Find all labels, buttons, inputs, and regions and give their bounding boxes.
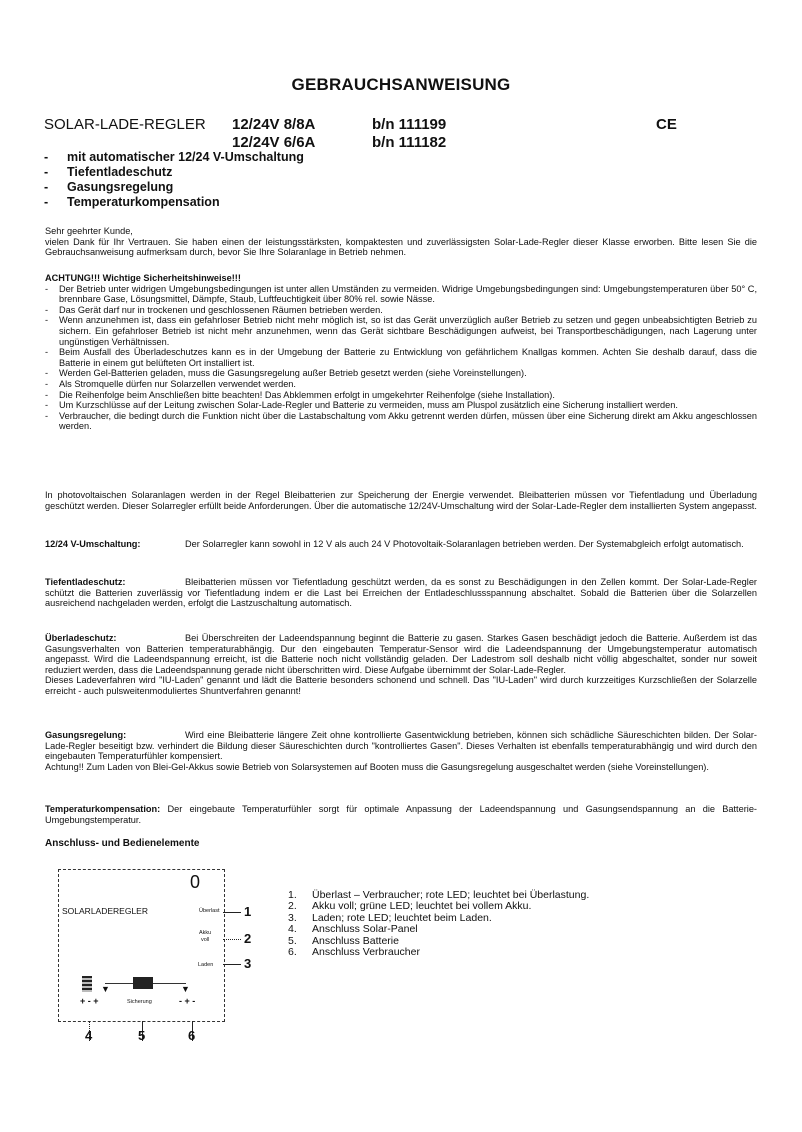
led-label-ueberlast: Überlast bbox=[199, 908, 220, 914]
load-terminals: - + - bbox=[179, 996, 196, 1006]
callout-line bbox=[223, 912, 241, 913]
safety-item: - Um Kurzschlüsse auf der Leitung zwischen Solar-Lade-Regler und Batterie zu vermeiden, muss am Pluspol zusätzlich eine Sicherung installiert werden. bbox=[45, 400, 678, 411]
section-extra: Dieses Ladeverfahren wird "IU-Laden" genannt und lädt die Batterie besonders schonend und schnell. Das "IU-Laden" wird durch kurzzeitiges Kurzschließen der Solarzelle erreicht - auch pulsweitenmoduliertes Shuntverfahren genannt! bbox=[45, 675, 757, 696]
legend-item: 1. Überlast – Verbraucher; rote LED; leuchtet bei Überlastung. bbox=[288, 889, 590, 901]
led-label-laden: Laden bbox=[198, 962, 214, 968]
legend-item: 3. Laden; rote LED; leuchtet beim Laden. bbox=[288, 911, 492, 924]
section-text: Bleibatterien müssen vor Tiefentladung geschützt werden, da es sonst zu Beschädigungen in den Zellen kommt. Der Solar-Lade-Regler schützt die Batterien zuverlässig vor Tiefentladung indem er die Last bei Erreichen der Entladeschlussspannung abschaltet. Sobald die Batterien über die Solarzellen ausreichend nachgeladen werden, erfolgt die Lastzuschaltung automatisch. bbox=[45, 577, 757, 609]
section-extra: Achtung!! Zum Laden von Blei-Gel-Akkus sowie Betrieb von Solarsystemen auf Booten muss die Gasungsregelung ausgeschaltet werden (siehe Voreinstellungen). bbox=[45, 761, 709, 772]
callout-3: 3 bbox=[244, 956, 252, 971]
safety-item: - Wenn anzunehmen ist, dass ein gefahrloser Betrieb nicht mehr möglich ist, so ist das Gerät unverzüglich außer Betrieb zu setzen und gegen unbeabsichtigten Betrieb zu sichern. Ein gefahrloser Betrieb ist nicht mehr anzunehmen, wenn das Gerät sichtbare Beschädigungen aufweist, bei Transportbeschädigungen, nach Lagerung unter ungünstigen Verhältnissen. bbox=[45, 315, 757, 347]
legend-item: 5. Anschluss Batterie bbox=[288, 934, 399, 947]
section-gasungsregelung bbox=[45, 730, 757, 772]
fuse-label: Sicherung bbox=[127, 999, 152, 1005]
safety-section bbox=[45, 273, 757, 432]
section-tiefentladeschutz bbox=[45, 577, 757, 609]
greeting: Sehr geehrter Kunde, bbox=[45, 226, 133, 236]
callout-4: 4 bbox=[85, 1028, 93, 1043]
arrow-down-icon: ▼ bbox=[181, 984, 190, 994]
solar-terminals: + - + bbox=[80, 996, 99, 1006]
section-text: Bei Überschreiten der Ladeendspannung beginnt die Batterie zu gasen. Starkes Gasen beschädigt jedoch die Batterie. Außerdem ist das Gasungsverhalten von Batterien temperaturabhängig. Dur den eingebauten Temperatur-Sensor wird die Ladeendspannung der Umgebungstemperatur automatisch angepasst. Wird die Ladeendspannung erreicht, ist die Batterie noch nicht vollständig geladen. Der Ladestrom soll deshalb nicht völlig abgeschaltet, sonder nur soweit reduziert werden, dass die Ladeendspannung gerade nicht überschritten wird. Diese Aufgabe übernimmt der Solar-Lade-Regler. bbox=[45, 633, 757, 675]
led-label-voll: voll bbox=[201, 937, 210, 943]
section-text: Der Solarregler kann sowohl in 12 V als auch 24 V Photovoltaik-Solaranlagen betrieben werden. Der Systemabgleich erfolgt automatisch. bbox=[185, 539, 744, 549]
arrow-down-icon: ▼ bbox=[101, 984, 110, 994]
section-text: Wird eine Bleibatterie längere Zeit ohne kontrollierte Gasentwicklung betrieben, können sich schädliche Säureschichten bilden. Der Solar-Lade-Regler beseitigt bzw. verhindert die Bildung dieser Säureschichten durch "kontrolliertes Gasen". Dieses Verhalten ist ebenfalls temperaturabhängig und wird durch den eingebauten Temperaturfühler kompensiert. bbox=[45, 730, 757, 762]
feature-item: - Temperaturkompensation bbox=[44, 195, 220, 209]
ce-mark: CE bbox=[656, 116, 677, 133]
connections-legend bbox=[288, 890, 589, 958]
feature-item: - Gasungsregelung bbox=[44, 180, 174, 194]
callout-line bbox=[223, 964, 241, 965]
safety-item: - Das Gerät darf nur in trockenen und geschlossenen Räumen betrieben werden. bbox=[45, 304, 383, 315]
legend-item: 2. Akku voll; grüne LED; leuchtet bei vollem Akku. bbox=[288, 900, 532, 913]
safety-item: - Die Reihenfolge beim Anschließen bitte beachten! Das Abklemmen erfolgt in umgekehrter Reihenfolge (siehe Installation). bbox=[45, 389, 555, 400]
device-label: SOLARLADEREGLER bbox=[62, 906, 148, 916]
section-temperaturkompensation bbox=[45, 804, 757, 825]
section-ueberladeschutz bbox=[45, 633, 757, 697]
battery-icon bbox=[133, 977, 153, 989]
document-title: GEBRAUCHSANWEISUNG bbox=[291, 75, 511, 94]
safety-item: - Werden Gel-Batterien geladen, muss die Gasungsregelung außer Betrieb gesetzt werden (siehe Voreinstellungen). bbox=[45, 368, 527, 379]
greeting-block bbox=[45, 226, 757, 258]
callout-2: 2 bbox=[244, 931, 252, 946]
section-label: Tiefentladeschutz: bbox=[45, 577, 126, 587]
product-variant-bn-2: b/n 111182 bbox=[372, 134, 447, 151]
product-name: SOLAR-LADE-REGLER bbox=[44, 116, 206, 133]
product-variant-model-1: 12/24V 8/8A bbox=[232, 116, 316, 133]
product-variant-bn-1: b/n 111199 bbox=[372, 116, 447, 133]
feature-item: - mit automatischer 12/24 V-Umschaltung bbox=[44, 150, 304, 164]
overview-paragraph: In photovoltaischen Solaranlagen werden in der Regel Bleibatterien zur Speicherung der Energie verwendet. Bleibatterien müssen vor Tiefentladung und Überladung geschützt werden. Dieser Solarregler erfüllt beide Anforderungen. Über die automatische 12/24V-Umschaltung wird der Solar-Lade-Regler dem installierten System angepasst. bbox=[45, 490, 757, 511]
callout-5: 5 bbox=[138, 1028, 146, 1043]
callout-line bbox=[223, 939, 241, 940]
section-label: Überladeschutz: bbox=[45, 633, 117, 643]
legend-item: 4. Anschluss Solar-Panel bbox=[288, 923, 418, 936]
safety-item: - Der Betrieb unter widrigen Umgebungsbedingungen ist unter allen Umständen zu vermeiden. Widrige Umgebungsbedingungen sind: Umgebungstemperaturen über 50° C, brennbare Gase, Lösungsmittel, Dämpfe, Staub, Luftfeuchtigkeit über 80% rel. sowie Nässe. bbox=[45, 283, 757, 305]
section-label: 12/24 V-Umschaltung: bbox=[45, 539, 141, 549]
solar-panel-icon bbox=[82, 976, 92, 992]
safety-item: - Verbraucher, die bedingt durch die Funktion nicht über die Lastabschaltung vom Akku getrennt werden dürfen, müssen über eine Sicherung direkt am Akku angeschlossen werden. bbox=[45, 410, 757, 432]
section-text: Der eingebaute Temperaturfühler sorgt für optimale Anpassung der Ladeendspannung und Gasungsendspannung an die Batterie-Umgebungstemperatur. bbox=[45, 804, 757, 825]
legend-item: 6. Anschluss Verbraucher bbox=[288, 946, 420, 959]
feature-item: - Tiefentladeschutz bbox=[44, 165, 173, 179]
callout-6: 6 bbox=[188, 1028, 196, 1043]
section-umschaltung bbox=[45, 539, 757, 550]
power-symbol: 0 bbox=[190, 872, 201, 892]
product-variant-model-2: 12/24V 6/6A bbox=[232, 134, 316, 151]
safety-item: - Als Stromquelle dürfen nur Solarzellen verwendet werden. bbox=[45, 378, 296, 389]
led-label-akku: Akku bbox=[199, 930, 212, 936]
connections-heading: Anschluss- und Bedienelemente bbox=[45, 838, 200, 849]
intro-text: vielen Dank für Ihr Vertrauen. Sie haben einen der leistungsstärksten, kompaktesten und zuverlässigsten Solar-Lade-Regler dieser Klasse erworben. Bitte lesen Sie die Gebrauchsanweisung aufmerksam durch, bevor Sie Ihre Solaranlage in Betrieb nehmen. bbox=[45, 236, 757, 258]
callout-1: 1 bbox=[244, 904, 252, 919]
safety-heading: ACHTUNG!!! Wichtige Sicherheitshinweise!!! bbox=[45, 273, 241, 283]
section-label: Temperaturkompensation: bbox=[45, 804, 161, 814]
safety-item: - Beim Ausfall des Überladeschutzes kann es in der Umgebung der Batterie zu Entwicklung von gefährlichem Knallgas kommen. Achten Sie deshalb darauf, dass die Batterie in einem gut belüfteten Ort installiert ist. bbox=[45, 347, 757, 368]
section-label: Gasungsregelung: bbox=[45, 730, 127, 740]
